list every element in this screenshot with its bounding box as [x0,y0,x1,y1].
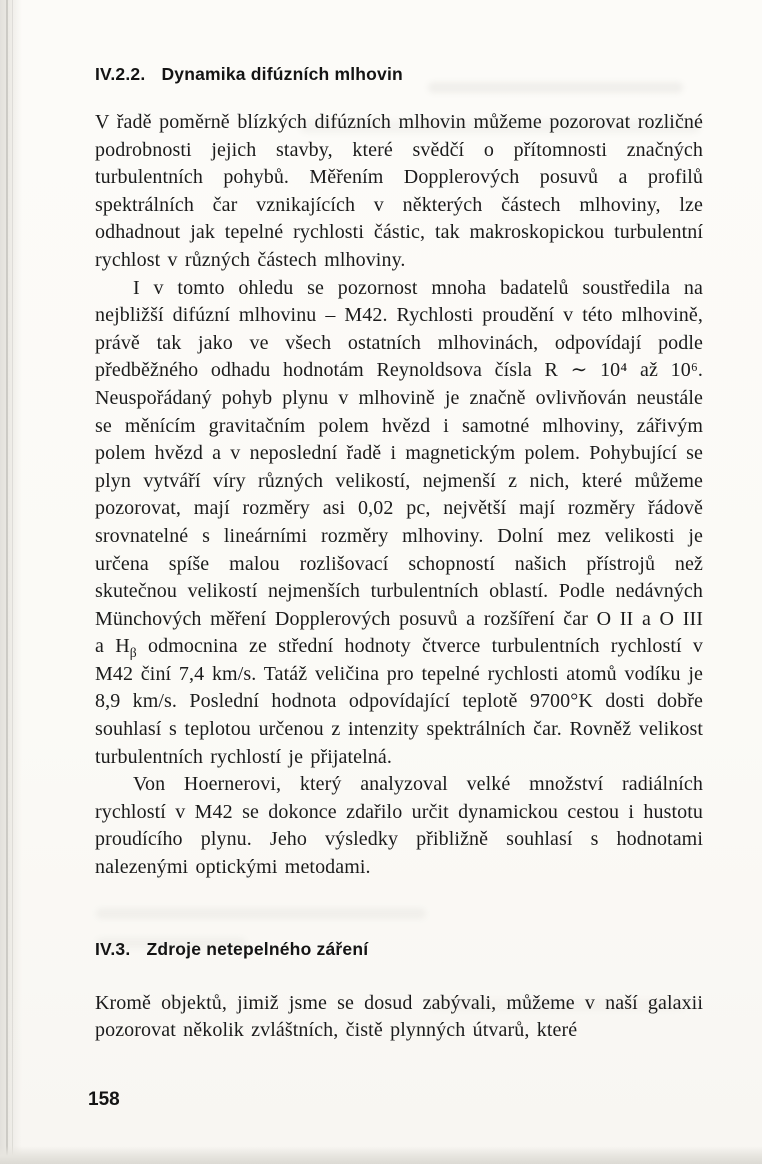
paragraph-1: V řadě poměrně blízkých difúzních mlhovin můžeme pozorovat rozličné podrobnosti jejich stavby, které svědčí o přítomnosti značných turbulentních pohybů. Měřením Dopplerových posuvů a profilů spektrálních čar vznikajících v některých částech mlhoviny, lze odhadnout jak tepelné rychlosti částic, tak makroskopickou turbulentní rychlost v různých částech mlhoviny. [95,111,703,271]
paragraph-4: Kromě objektů, jimiž jsme se dosud zabývali, můžeme v naší galaxii pozorovat několik zvláštních, čistě plynných útvarů, které [95,991,703,1042]
section-heading-iv22 [95,64,703,85]
gutter-crease-line [12,0,13,1164]
section-title: Zdroje netepelného záření [146,938,369,959]
paragraph-2-text-b: odmocnina ze střední hodnoty čtverce turbulentních rychlostí v M42 činí 7,4 km/s. Tatáž veličina pro tepelné rychlosti atomů vodíku je 8,9 km/s. Poslední hodnota odpovídající teplotě 9700°K dosti dobře souhlasí s teplotou určenou z intenzity spektrálních čar. Rovněž velikost turbulentních rychlostí je přijatelná. [95,635,703,768]
section-title: Dynamika difúzních mlhovin [161,64,403,84]
paragraph-2-text-a: I v tomto ohledu se pozornost mnoha badatelů soustředila na nejbližší difúzní mlhovinu – M42. Rychlosti proudění v této mlhovině, právě tak jako ve všech ostatních mlhovinách, odpovídají podle předběžného odhadu hodnotám Reynoldsova čísla R ∼ 10⁴ až 10⁶. Neuspořádaný pohyb plynu v mlhovině je značně ovlivňován neustále se měnícím gravitačním polem hvězd i samotné mlhoviny, zářivým polem hvězd a v neposlední řadě i magnetickým polem. Pohybující se plyn vytváří víry různých velikostí, nejmenší z nich, které můžeme pozorovat, mají rozměry asi 0,02 pc, největší mají rozměry řádově srovnatelné s lineárními rozměry mlhoviny. Dolní mez velikosti je určena spíše malou rozlišovací schopností našich přístrojů než skutečnou velikostí nejmenších turbulentních oblastí. Podle nedávných Münchových měření Dopplerových posuvů a rozšíření čar O II a O III a H [95,276,703,658]
page-number: 158 [88,1089,120,1110]
section-heading-iv3 [95,939,703,960]
paragraph-2 [95,275,703,772]
scan-edge-bottom [0,1146,762,1164]
paragraph-3: Von Hoernerovi, který analyzoval velké množství radiálních rychlostí v M42 se dokonce zdařilo určit dynamickou cestou i hustotu proudícího plynu. Jeho výsledky přibližně souhlasí s hodnotami nalezenými optickými metodami. [95,773,703,879]
gutter-crease-line [6,0,8,1164]
text-block [95,64,703,1045]
section-number: IV.3. [95,938,131,959]
section-number: IV.2.2. [95,64,146,84]
page-gutter-shadow [0,0,22,1164]
subscript-beta: β [129,645,137,661]
